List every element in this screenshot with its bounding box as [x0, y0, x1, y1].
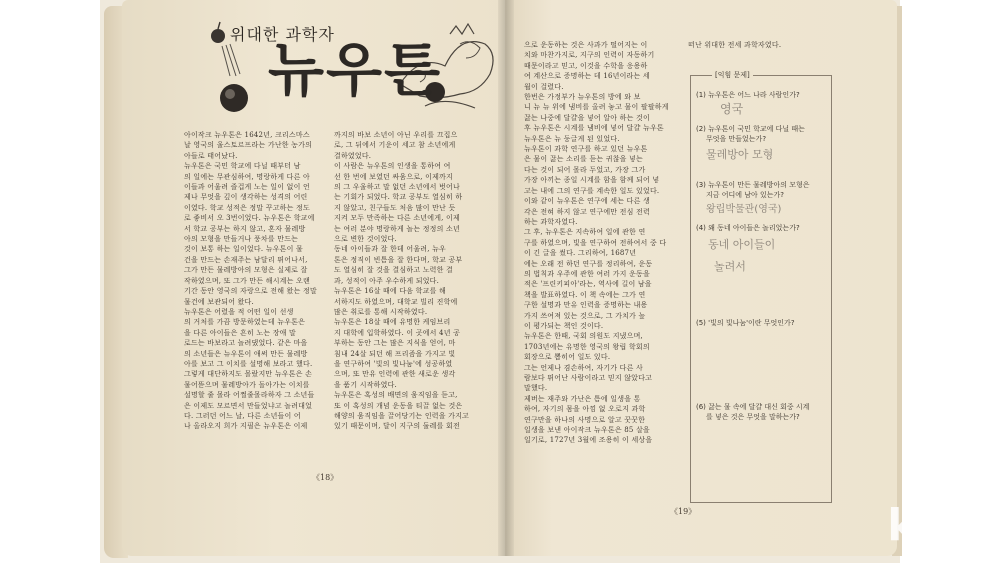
text-line: 는 기회가 되었다. 학교 공부도 열심히 하 — [334, 193, 463, 202]
text-line: 아들로 태어났다. — [184, 151, 238, 160]
left-page-column-2 — [334, 130, 490, 432]
text-line: 이 사람은 뉴우톤의 인생을 통하여 여 — [334, 162, 451, 171]
text-line: 의 일에는 무관심하여, 명랑하게 다른 아 — [184, 172, 310, 181]
text-line: 뉴우톤은 18살 때에 유명한 케임브리 — [334, 318, 451, 327]
text-line: 까지의 바보 소년이 아닌 우리를 끄집으 — [334, 131, 458, 139]
question-6: (6) 끓는 물 속에 달걀 대신 회중 시계 — [696, 403, 810, 411]
book-gutter — [498, 0, 514, 556]
text-line: 1703년에는 유명한 영국의 왕립 학회의 — [524, 342, 650, 351]
question-2-cont: 무엇을 만들었는가? — [706, 135, 767, 143]
text-line: 때문이라고 믿고, 이것을 수학을 응용하 — [524, 61, 648, 70]
question-2: (2) 뉴우톤이 국민 학교에 다닐 때는 — [696, 125, 805, 133]
title-subtitle: 위대한 과학자 — [230, 25, 335, 44]
right-page-column-1 — [524, 40, 678, 446]
text-line: 지 않았고, 친구들도 처음 많이 만난 듯 — [334, 203, 456, 212]
open-book — [100, 0, 900, 563]
text-line: 물건에 보관되어 왔다. — [184, 297, 254, 306]
text-line: 각은 전혀 하지 않고 연구에만 전심 전력 — [524, 207, 650, 216]
text-line: 니 뉴 뉴 위에 냄비를 올려 놓고 물이 팔팔하게 — [524, 103, 669, 112]
text-line: 일생을 보낸 아이작크 뉴우톤은 85 살을 — [524, 426, 650, 435]
text-line: 그가 만든 물레방아의 모형은 실제로 잘 — [184, 266, 308, 275]
text-line: 톤은 정직이 빈틈을 잘 한다며, 학교 공부 — [334, 255, 463, 264]
text-line: 월이 걸렸다. — [524, 82, 564, 91]
text-line: 선 한 번에 보였던 싸움으로, 이제까지 — [334, 172, 453, 181]
text-line: 이 평가되는 책인 것이다. — [524, 321, 604, 330]
text-line: 다. 그러던 어느 날, 다른 소년들이 어 — [184, 411, 301, 420]
title-main: 뉴우튼 — [268, 36, 443, 104]
text-line: 많은 취로를 통해 시작하였다. — [334, 307, 428, 316]
question-4: (4) 왜 동네 아이들은 놀리었는가? — [696, 224, 800, 232]
text-line: 아를 보고 그 이치를 설명해 보라고 했다. — [184, 359, 313, 368]
text-line: 일기로, 1727년 3월에 조용히 이 세상을 — [524, 436, 653, 445]
text-line: 의 거처를 가끔 방문하였는데 뉴우톤은 — [184, 318, 306, 327]
text-line: 서 학교 공부는 하지 않고, 혼자 물레방 — [184, 224, 306, 233]
text-line: 으로 운동하는 것은 사과가 떨어지는 이 — [524, 41, 648, 49]
text-line: 은 이제도 모르면서 만들었냐고 놀려대었 — [184, 401, 313, 410]
text-line: 을 다른 아이들은 흔히 노는 장애 말 — [184, 328, 297, 337]
text-line: 하는 과학자였다. — [524, 217, 578, 226]
text-line: 람보다 뛰어난 사람이라고 믿지 않았다고 — [524, 374, 653, 382]
text-line: 끓는 나중에 달걀을 넣어 알아 하는 것이 — [524, 113, 650, 122]
text-line: 으로 변한 것이었다. — [334, 235, 397, 244]
text-line: 의 법칙과 우주에 관한 여러 가지 운동을 — [524, 269, 650, 278]
handwritten-answer-2: 물레방아 모형 — [706, 148, 774, 161]
handwritten-answer-4: 동네 아이들이 — [708, 238, 776, 251]
text-line: 도 열심히 잘 것을 결심하고 노력한 결 — [334, 266, 453, 275]
text-line: 치와 마찬가지로, 지구의 인력이 자동하기 — [524, 51, 655, 60]
text-line: 의 그 우울하고 말 없던 소년에서 벗어나 — [334, 183, 460, 192]
text-line: 이 긴 글을 썼다. 그리하여, 1687년 — [524, 249, 637, 258]
page-number-right: 《19》 — [670, 507, 697, 516]
text-line: 연구만을 하나의 사명으로 알고 꿋꿋한 — [524, 415, 646, 424]
text-line: 있기 때문이며, 달이 지구의 둘레를 회전 — [334, 422, 460, 431]
text-line: 아이작크 뉴우톤은 1642년, 크리스마스 — [184, 131, 310, 139]
text-line: 는 여러 분야 명랑하게 놀는 정정의 소년 — [334, 224, 460, 233]
text-line: 뉴우톤은 혹성의 배면의 움직임을 듣고, — [334, 391, 458, 400]
page-number-left: 《18》 — [312, 473, 339, 482]
text-line: 날 영국의 울스토르프라는 가난한 농가의 — [184, 141, 313, 150]
text-line: 회장으로 뽑히어 일도 있다. — [524, 353, 611, 362]
text-line: 아의 모형을 만들거나 풍차를 만드는 — [184, 235, 299, 244]
text-line: 가장 아끼는 종일 시계를 함을 함께 되어 넣 — [524, 176, 660, 185]
text-line: 이와 같이 뉴우톤은 연구에 세는 다른 생 — [524, 197, 650, 206]
text-line: 가지 쓰여져 있는 것으로, 그 가치가 높 — [524, 311, 646, 320]
text-line: 설명할 줄 몰라 어쩔줄몰라하자 그 소년들 — [184, 391, 315, 400]
question-3: (3) 뉴우톤이 만든 물레방아의 모형은 — [696, 181, 810, 189]
text-line: 뉴우톤은 16살 때에 다음 학교를 해 — [334, 287, 446, 296]
text-line: 고는 내에 그의 연구를 계속한 일도 있었다. — [524, 186, 660, 195]
exercise-title: [익힘 문제] — [712, 70, 753, 80]
handwritten-answer-1: 영국 — [720, 102, 744, 116]
text-line: 제버는 재주와 가난은 틈에 일생을 통 — [524, 394, 641, 403]
text-line: 것이 보통 하는 일이었다. 뉴우톤이 물 — [184, 245, 303, 254]
text-line: 동네 아이들과 잘 한데 어울려, 뉴우 — [334, 245, 447, 254]
text-line: 은 물이 끓는 소리를 듣는 귀찮을 넣는 — [524, 155, 643, 164]
text-line: 지켜 모두 만족하는 다른 소년에게, 이제 — [334, 214, 460, 223]
text-line: 의 소년들은 뉴우톤이 애써 만든 물레방 — [184, 349, 308, 358]
text-line: 한번은 가정부가 뉴우톤의 방에 와 보 — [524, 93, 641, 102]
text-line: 로드는 바보라고 놀려댔었다. 같은 마을 — [184, 339, 308, 348]
text-line: 말했다. — [524, 384, 548, 393]
text-line: 물어뜯으며 물레방아가 돌아가는 이치를 — [184, 380, 310, 389]
text-line: 나 올라오지 희가 지필은 뉴우톤은 이제 — [184, 422, 308, 431]
text-line: 해양의 움직임을 끌어당기는 인력을 가지고 — [334, 411, 470, 420]
text-line: 결하였었다. — [334, 151, 372, 160]
handwritten-answer-3: 왕립박물관(영국) — [706, 204, 782, 215]
text-line: 서하지도 하였으며, 대학교 빌리 진학에 — [334, 297, 458, 306]
text-line: 뉴우톤은 국민 학교에 다닐 때부터 남 — [184, 162, 301, 171]
text-line: 으며, 또 만유 인력에 관한 새로운 생각 — [334, 370, 456, 379]
left-page-column-1 — [184, 130, 317, 432]
text-line: 을 품기 시작하였다. — [334, 380, 397, 389]
text-line: 로 좋비서 오 3번이었다. 뉴우톤은 학교에 — [184, 214, 315, 223]
text-line: 그렇게 대단하지도 몰랐지만 뉴우톤은 손 — [184, 370, 313, 379]
text-line: 이였다. 학교 성적은 정말 꾸고하는 정도 — [184, 203, 310, 212]
text-line: 지 대학에 입학하였다. 이 곳에서 4년 공 — [334, 328, 461, 337]
text-line: 구를 하였으며, 빛을 연구하여 전하여서 중 다 — [524, 238, 667, 247]
text-line: 뉴우톤은 한때, 국회 의원도 지냈으며, — [524, 332, 643, 341]
text-line: 건을 만드는 손재주는 남달리 뛰어나서, — [184, 255, 308, 264]
text-line: 부하는 동안 그는 많은 지식을 얻어, 마 — [334, 339, 456, 348]
text-line: 과, 성적이 아주 우수하게 되었다. — [334, 276, 440, 285]
text-line: 제나 무엇을 깊이 생각하는 성격의 어린 — [184, 193, 308, 202]
text-line: 이들과 어울려 즐겁게 노는 일이 없이 언 — [184, 183, 310, 192]
text-line: 을 연구하여 '빛의 빛나눔'에 성공하였 — [334, 359, 453, 368]
text-line: 여 계산으로 증명하는 데 16년이라는 세 — [524, 72, 650, 81]
text-line: 적은 '프린키피아'라는, 역사에 길이 남을 — [524, 280, 652, 289]
question-6-cont: 를 넣은 것은 무엇을 말하는가? — [706, 413, 800, 421]
text-line: 그 후, 뉴우톤은 지속하여 일에 관한 연 — [524, 228, 646, 237]
text-line: 기간 동안 영국의 자랑으로 전해 왔는 정말 — [184, 287, 317, 296]
text-line: 책을 발표하였다. 이 책 속에는 그가 연 — [524, 290, 646, 299]
text-line: 하여, 자기의 몸을 아낌 없 오로지 과학 — [524, 405, 646, 414]
text-line: 그는 언제나 겸손하여, 자기가 다른 사 — [524, 363, 643, 372]
text-line: 구한 설명과 만유 인력을 증명하는 내용 — [524, 301, 648, 310]
text-line: 작하였으며, 또 그가 만든 해시계는 오랜 — [184, 276, 310, 285]
right-page-last-line: 떠난 위대한 전세 과학자였다. — [688, 41, 782, 49]
text-line: 뉴우톤은 뉴 둥글게 된 있었다. — [524, 134, 620, 143]
question-3-cont: 지금 어디에 남아 있는가? — [706, 191, 785, 199]
text-line: 뉴우톤이 과학 연구를 하고 있던 뉴우톤 — [524, 145, 648, 154]
question-5: (5) '빛의 빛나눔'이란 무엇인가? — [696, 319, 795, 327]
text-line: 에는 오래 전 하던 연구를 정리하여, 운동 — [524, 259, 653, 268]
handwritten-answer-4-cont: 놀려서 — [714, 260, 746, 273]
text-line: 다는 것이 되어 몰라 두었고, 가장 그가 — [524, 165, 646, 174]
text-line: 후 뉴우톤은 시계를 냄비에 넣어 달걀 뉴우톤 — [524, 124, 664, 133]
text-line: 로, 그 뒤에서 기운이 세고 참 소년에게 — [334, 141, 456, 150]
text-line: 또 이 혹성의 개념 운동을 티끌 없는 것은 — [334, 401, 463, 410]
text-line: 뉴우톤은 어렸을 적 어떤 일이 선생 — [184, 307, 294, 316]
watermark-logo: kob — [887, 500, 980, 551]
question-1: (1) 뉴우톤은 어느 나라 사람인가? — [696, 91, 800, 99]
text-line: 침내 24살 되던 해 프리즘을 가지고 빛 — [334, 349, 456, 358]
